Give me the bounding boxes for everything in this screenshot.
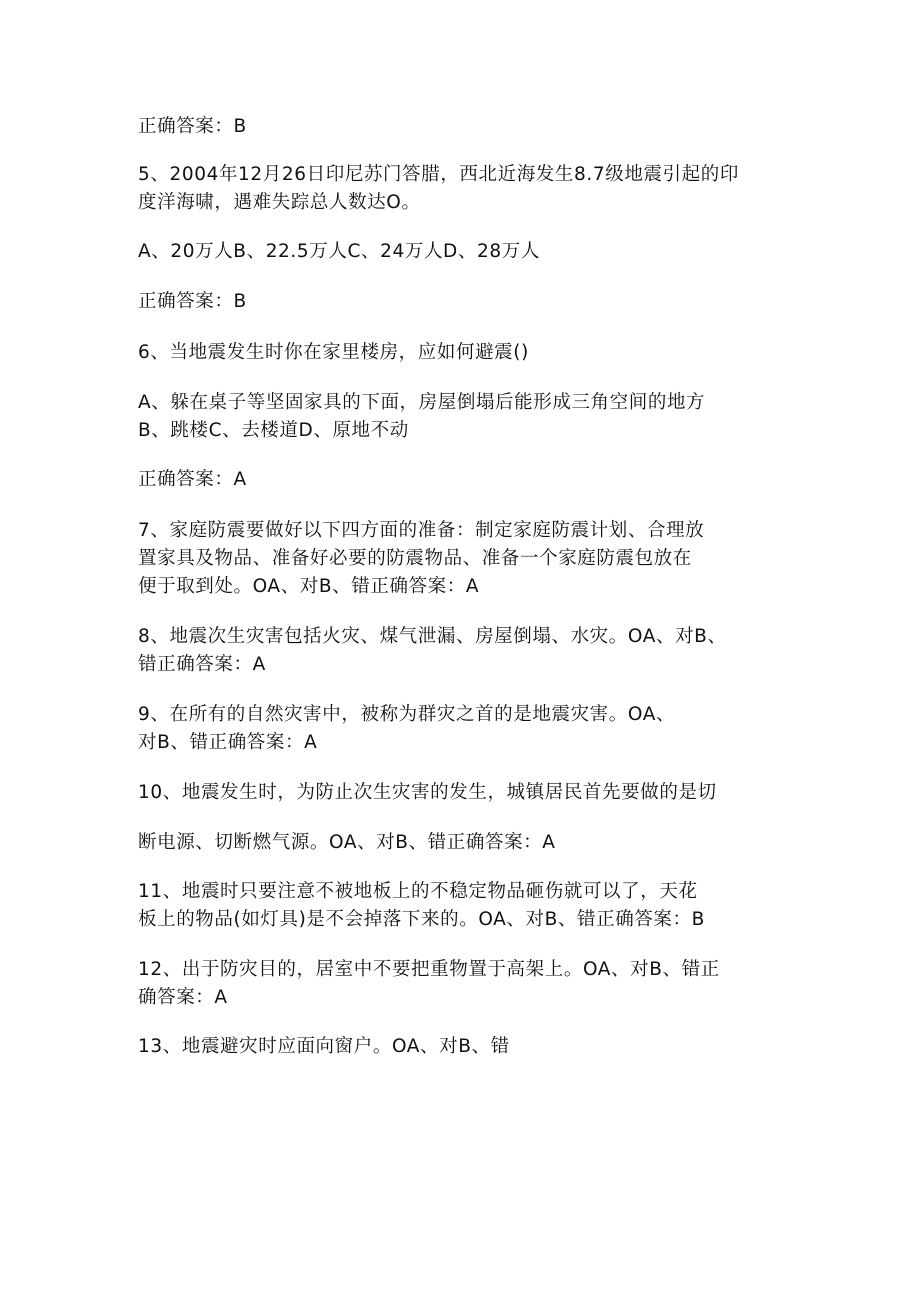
question-6: 6、当地震发生时你在家里楼房，应如何避震() (138, 342, 529, 363)
question-7-line-2: 置家具及物品、准备好必要的防震物品、准备一个家庭防震包放在 (138, 548, 692, 569)
question-13: 13、地震避灾时应面向窗户。OA、对B、错 (138, 1036, 510, 1057)
question-6-options-line-2: B、跳楼C、去楼道D、原地不动 (138, 420, 409, 441)
question-11-line-1: 11、地震时只要注意不被地板上的不稳定物品砸伤就可以了，天花 (138, 881, 698, 902)
question-11-line-2: 板上的物品(如灯具)是不会掉落下来的。OA、对B、错正确答案：B (138, 909, 705, 930)
question-7-line-3: 便于取到处。OA、对B、错正确答案：A (138, 576, 480, 597)
answer-line: 正确答案：A (138, 469, 247, 490)
question-12-line-2: 确答案：A (138, 987, 228, 1008)
question-7-line-1: 7、家庭防震要做好以下四方面的准备：制定家庭防震计划、合理放 (138, 520, 705, 541)
question-12-line-1: 12、出于防灾目的，居室中不要把重物置于高架上。OA、对B、错正 (138, 959, 720, 980)
question-9-line-2: 对B、错正确答案：A (138, 732, 318, 753)
answer-line: 正确答案：B (138, 291, 247, 312)
question-8-line-2: 错正确答案：A (138, 654, 266, 675)
question-6-options-line-1: A、躲在桌子等坚固家具的下面，房屋倒塌后能形成三角空间的地方 (138, 392, 706, 413)
question-10-line-2: 断电源、切断燃气源。OA、对B、错正确答案：A (138, 832, 556, 853)
question-5-line-2: 度洋海啸，遇难失踪总人数达O。 (138, 192, 421, 213)
question-10-line-1: 10、地震发生时，为防止次生灾害的发生，城镇居民首先要做的是切 (138, 782, 717, 803)
question-5-options: A、20万人B、22.5万人C、24万人D、28万人 (138, 241, 540, 262)
question-8-line-1: 8、地震次生灾害包括火灾、煤气泄漏、房屋倒塌、水灾。OA、对B、 (138, 626, 727, 647)
question-5-line-1: 5、2004年12月26日印尼苏门答腊，西北近海发生8.7级地震引起的印 (138, 164, 739, 185)
answer-line: 正确答案：B (138, 116, 247, 137)
question-9-line-1: 9、在所有的自然灾害中，被称为群灾之首的是地震灾害。OA、 (138, 704, 676, 725)
